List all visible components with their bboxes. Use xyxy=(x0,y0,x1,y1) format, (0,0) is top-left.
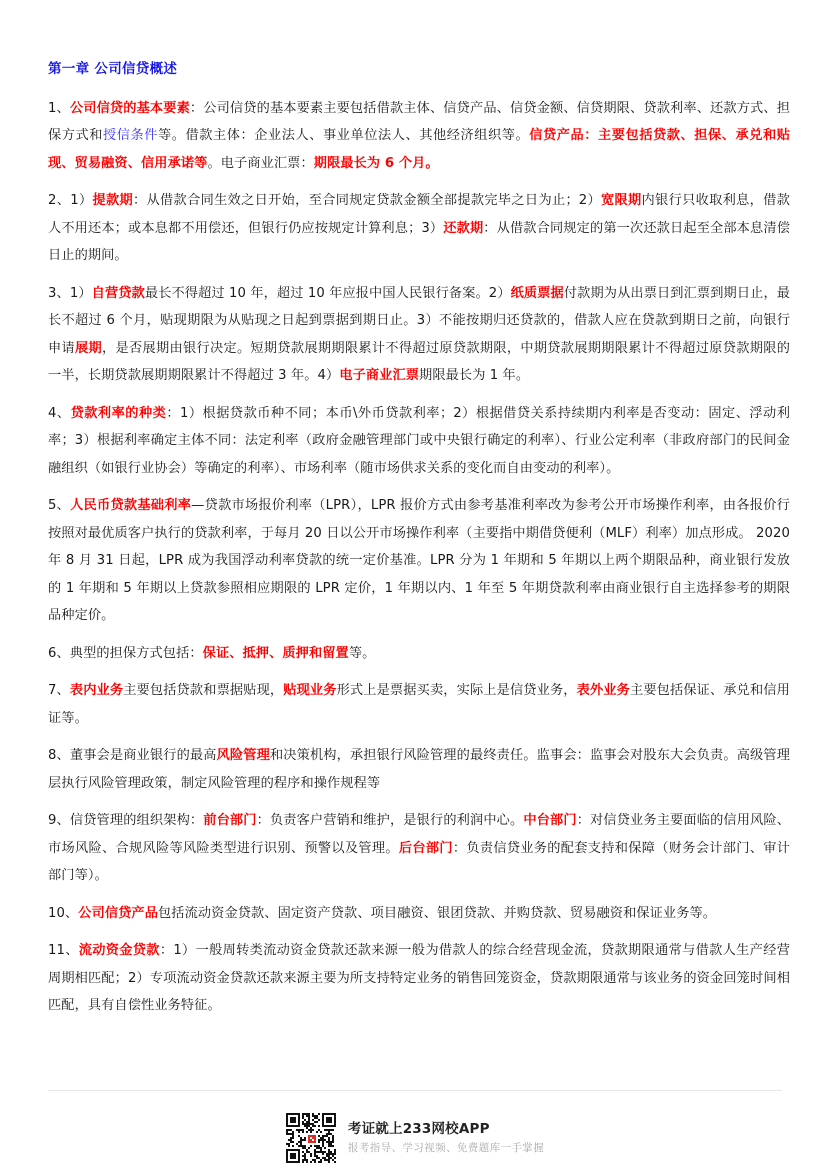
body-text: 形式上是票据买卖，实际上是信贷业务， xyxy=(336,683,577,699)
footer-app-title: 考证就上233网校APP xyxy=(347,1121,490,1138)
highlight-term: 纸质票据 xyxy=(510,285,564,301)
footer xyxy=(0,1113,830,1163)
highlight-term: 公司信贷的基本要素 xyxy=(69,100,190,116)
highlight-term: 后台部门 xyxy=(398,840,453,856)
paragraph xyxy=(48,95,790,178)
body-text: ：负责客户营销和维护，是银行的利润中心。 xyxy=(256,813,524,829)
paragraph xyxy=(48,187,790,270)
body-text: 内银行只收取利息，借款人不用还本；或本息都不用偿还，但银行仍应按规定计算利息；3） xyxy=(48,193,790,236)
highlight-term: 表内业务 xyxy=(69,683,124,699)
body-text: 1） xyxy=(69,285,92,301)
paragraph-number: 5、 xyxy=(48,498,71,514)
highlight-term: 流动资金贷款 xyxy=(78,943,160,959)
body-text: 期限最长为 1 年。 xyxy=(419,368,530,384)
body-text: 主要包括保证、承兑和信用证等。 xyxy=(48,683,790,726)
body-text: 最长不得超过 10 年，超过 10 年应报中国人民银行备案。2） xyxy=(144,285,511,301)
body-text: 等。借款主体：企业法人、事业单位法人、其他经济组织等。 xyxy=(158,128,530,144)
body-text: 包括流动资金贷款、固定资产贷款、项目融资、银团贷款、并购贷款、贸易融资和保证业务等。 xyxy=(158,905,717,921)
highlight-term: 贷款利率的种类 xyxy=(70,405,167,421)
highlight-term: 提款期 xyxy=(92,193,134,209)
paragraph-number: 3、 xyxy=(48,285,70,301)
paragraph xyxy=(48,640,790,668)
body-text: 和决策机构，承担银行风险管理的最终责任。监事会：监事会对股东大会负责。高级管理层执行风险管理政策，制定风险管理的程序和操作规程等 xyxy=(48,748,790,791)
paragraph-number: 10、 xyxy=(48,905,79,921)
highlight-term: 还款期 xyxy=(443,220,484,236)
footer-inner xyxy=(286,1113,544,1163)
paragraph-number: 8、 xyxy=(48,748,70,764)
body-text: ：1）一般周转类流动资金贷款还款来源一般为借款人的综合经营现金流，贷款期限通常与借款人生产经营周期相匹配；2）专项流动资金贷款还款来源主要为所支持特定业务的销售回笼资金，贷款期限通常与该业务的资金回笼时间相匹配，具有自偿性业务特征。 xyxy=(48,943,790,1014)
highlight-term: 公司信贷产品 xyxy=(78,905,159,921)
footer-text xyxy=(348,1121,544,1155)
highlight-term: 贴现业务 xyxy=(283,683,337,699)
body-text: 典型的担保方式包括： xyxy=(69,645,203,661)
footer-divider xyxy=(48,1090,782,1091)
body-text: ：从借款合同规定的第一次还款日起至全部本息清偿日止的期间。 xyxy=(48,220,790,264)
paragraph xyxy=(48,807,790,890)
page-title: 第一章 公司信贷概述 xyxy=(48,61,178,77)
body-text: 主要包括贷款和票据贴现， xyxy=(123,683,284,699)
paragraph-number: 2、 xyxy=(48,193,71,209)
paragraph xyxy=(48,280,790,390)
paragraph-number: 11、 xyxy=(48,943,79,959)
paragraph-list xyxy=(48,95,790,1020)
document-content xyxy=(48,60,790,1020)
body-text: ：从借款合同生效之日开始，至合同规定贷款金额全部提款完毕之日为止；2） xyxy=(133,193,601,209)
highlight-term: 中台部门 xyxy=(523,813,577,829)
highlight-term: 期限最长为 6 个月。 xyxy=(313,155,439,171)
paragraph xyxy=(48,937,790,1020)
body-text: ：1）根据贷款币种不同；本币\外币贷款利率；2）根据借贷关系持续期内利率是否变动：固定、浮动利率；3）根据利率确定主体不同：法定利率（政府金融管理部门或中央银行确定的利率）、行业公定利率（非政府部门的民间金融组织（如银行业协会）等确定的利率）、市场利率（随市场供求关系的变化而自由变动的利率）。 xyxy=(48,405,791,476)
paragraph-number: 6、 xyxy=(48,645,70,661)
highlight-term: 风险管理 xyxy=(216,748,270,764)
body-text: 付款期为从出票日到汇票到期日止，最长不超过 6 个月，贴现期限为从贴现之日起到票据到期日止。3）不能按期归还贷款的，借款人应在贷款到期日之前，向银行申请 xyxy=(48,285,791,356)
paragraph xyxy=(48,742,790,797)
body-text: ，是否展期由银行决定。短期贷款展期期限累计不得超过原贷款期限，中期贷款展期期限累计不得超过原贷款期限的一半，长期贷款展期期限累计不得超过 3 年。4） xyxy=(48,340,791,384)
blue-term: 授信条件 xyxy=(103,128,158,144)
paragraph xyxy=(48,677,790,732)
qr-code-icon xyxy=(286,1113,336,1163)
paragraph xyxy=(48,900,790,928)
highlight-term: 展期 xyxy=(75,340,102,356)
paragraph-number: 4、 xyxy=(48,405,71,421)
paragraph-number: 1、 xyxy=(48,100,70,116)
body-text: 等。 xyxy=(348,645,376,661)
body-text: —贷款市场报价利率（LPR），LPR 报价方式由参考基准利率改为参考公开市场操作利率，由各报价行按照对最优质客户执行的贷款利率，于每月 20 日以公开市场操作利率（主要指中期借贷便利（MLF）利率）加点形成。 2020 年 8 月 31 日起，LPR 成为我国浮动利率贷款的统一定价基准。LPR 分为 1 年期和 5 年期以上两个期限品种，商业银行发放的 1 年期和 5 年期以上贷款参照相应期限的 LPR 定价，1 年期以内、1 年至 5 年期贷款利率由商业银行自主选择参考的期限品种定价。 xyxy=(48,498,790,624)
paragraph-number: 7、 xyxy=(48,683,70,699)
highlight-term: 宽限期 xyxy=(601,193,642,209)
paragraph xyxy=(48,400,790,483)
body-text: ：负责信贷业务的配套支持和保障（财务会计部门、审计部门等）。 xyxy=(48,840,790,884)
body-text: 信贷管理的组织架构： xyxy=(69,813,204,829)
body-text: 。电子商业汇票： xyxy=(207,155,314,171)
highlight-term: 信贷产品：主要包括贷款、担保、承兑和贴现、贸易融资、信用承诺等 xyxy=(48,128,790,171)
highlight-term: 自营贷款 xyxy=(91,285,145,301)
highlight-term: 电子商业汇票 xyxy=(339,368,420,384)
paragraph-number: 9、 xyxy=(48,813,70,829)
highlight-term: 人民币贷款基础利率 xyxy=(70,498,192,514)
highlight-term: 保证、抵押、质押和留置 xyxy=(202,645,349,661)
body-text: 1） xyxy=(70,193,93,209)
body-text: ：公司信贷的基本要素主要包括借款主体、信贷产品、信贷金额、信贷期限、贷款利率、还款方式、担保方式和 xyxy=(48,100,791,144)
body-text: ：对信贷业务主要面临的信用风险、市场风险、合规风险等风险类型进行识别、预警以及管理。 xyxy=(48,813,791,856)
footer-app-subtitle: 报考指导、学习视频、免费题库一手掌握 xyxy=(347,1142,545,1155)
highlight-term: 前台部门 xyxy=(203,813,257,829)
highlight-term: 表外业务 xyxy=(576,683,630,699)
body-text: 董事会是商业银行的最高 xyxy=(69,748,217,764)
paragraph xyxy=(48,492,790,630)
